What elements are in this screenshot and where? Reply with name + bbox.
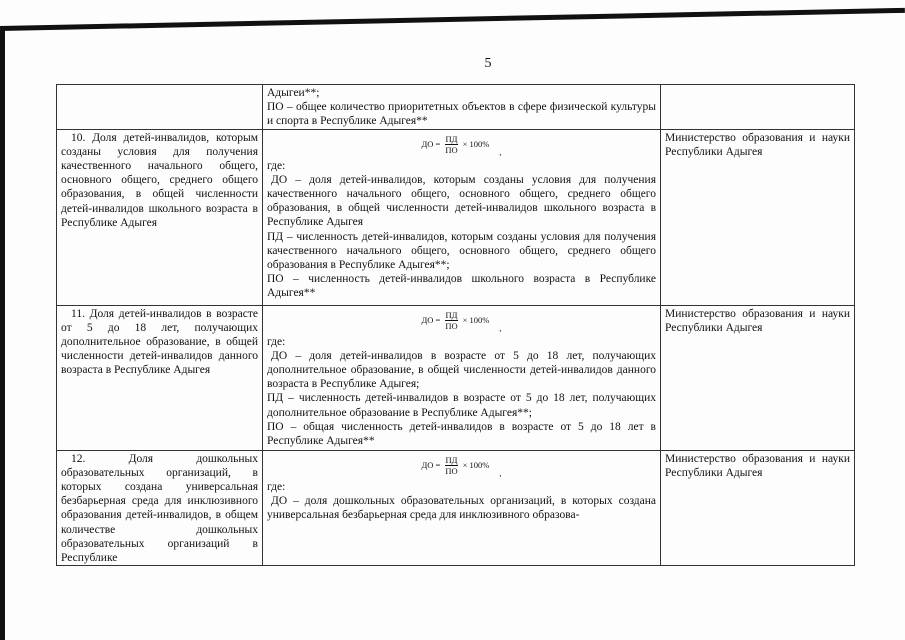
scan-border-left — [0, 30, 5, 640]
definition-pd: ПД – численность детей-инвалидов в возрасте от 5 до 18 лет, получающих дополнительное образование в Республике Адыгея**; — [267, 392, 656, 419]
scan-border-top — [0, 8, 905, 31]
ministry-cell — [661, 85, 855, 130]
formula-lhs: ДО = — [421, 460, 441, 471]
method-cell — [263, 305, 661, 450]
definition-do: ДО – доля детей-инвалидов, которым созданы условия для получения качественного начального общего, основного общего, среднего общего образования, в общей численности детей-инвалидов школьного возраста в Республике Адыгея — [267, 173, 656, 229]
formula-denominator: ПО — [445, 144, 458, 155]
formula-numerator: ПД — [445, 454, 458, 465]
formula-denominator: ПО — [445, 465, 458, 476]
indicators-table — [56, 84, 855, 566]
formula-fraction — [444, 310, 458, 331]
table-row-indicator-10 — [57, 129, 855, 305]
table-row-indicator-11 — [57, 305, 855, 450]
definition-pd: ПД – численность детей-инвалидов, которым созданы условия для получения качественного начального общего, основного общего, среднего общего образования в Республике Адыгея**; — [267, 230, 656, 272]
method-cell — [263, 450, 661, 566]
definition-po: ПО – общая численность детей-инвалидов в возрасте от 5 до 18 лет в Республике Адыгея** — [267, 420, 656, 448]
formula — [267, 309, 656, 334]
indicator-cell: 10. Доля детей-инвалидов, которым созданы условия для получения качественного начального общего, основного общего, среднего общего образования, в общей численности детей-инвалидов школьного возраста в Республике Адыгея — [57, 129, 263, 305]
ministry-cell: Министерство образования и науки Республики Адыгея — [661, 305, 855, 450]
page-number: 5 — [484, 56, 492, 71]
formula-fraction — [444, 134, 458, 155]
formula-fraction — [444, 455, 458, 476]
indicator-cell: 12. Доля дошкольных образовательных организаций, в которых создана универсальная безбарьерная среда для инклюзивного образования детей-инвалидов, в общем количестве дошкольных образовательных организаций в Республике — [57, 450, 263, 566]
definition-do: ДО – доля детей-инвалидов в возрасте от 5 до 18 лет, получающих дополнительное образование, в общей численности детей-инвалидов данного возраста в Республике Адыгея; — [267, 349, 656, 391]
where-label: где: — [267, 335, 286, 348]
ministry-cell: Министерство образования и науки Республики Адыгея — [661, 450, 855, 566]
formula-denominator: ПО — [445, 320, 458, 331]
continuation-line: ПО – общее количество приоритетных объектов в сфере физической культуры и спорта в Республике Адыгея** — [267, 101, 656, 128]
where-label: где: — [267, 159, 286, 172]
formula-comma: , — [499, 468, 502, 479]
formula-numerator: ПД — [445, 133, 458, 144]
ministry-cell: Министерство образования и науки Республики Адыгея — [661, 129, 855, 305]
continuation-line: Адыгеи**; — [267, 87, 320, 99]
method-cell — [263, 85, 661, 130]
formula-multiplier: × 100% — [462, 460, 490, 471]
formula — [267, 454, 656, 479]
formula-numerator: ПД — [445, 309, 458, 320]
table-row-continuation — [57, 85, 855, 130]
formula-lhs: ДО = — [421, 139, 441, 150]
definition-po: ПО – численность детей-инвалидов школьного возраста в Республике Адыгея** — [267, 273, 656, 300]
formula-lhs: ДО = — [421, 315, 441, 326]
table-row-indicator-12 — [57, 450, 855, 566]
formula-multiplier: × 100% — [462, 315, 490, 326]
formula-comma: , — [499, 147, 502, 158]
formula-comma: , — [499, 323, 502, 334]
formula-multiplier: × 100% — [462, 139, 490, 150]
where-label: где: — [267, 480, 286, 493]
indicator-cell: 11. Доля детей-инвалидов в возрасте от 5 до 18 лет, получающих дополнительное образование, в общей численности детей-инвалидов данного возраста в Республике Адыгея — [57, 305, 263, 450]
definition-do: ДО – доля дошкольных образовательных организаций, в которых создана универсальная безбарьерная среда для инклюзивного образова- — [267, 494, 656, 522]
formula — [267, 133, 656, 158]
method-cell — [263, 129, 661, 305]
indicator-cell — [57, 85, 263, 130]
